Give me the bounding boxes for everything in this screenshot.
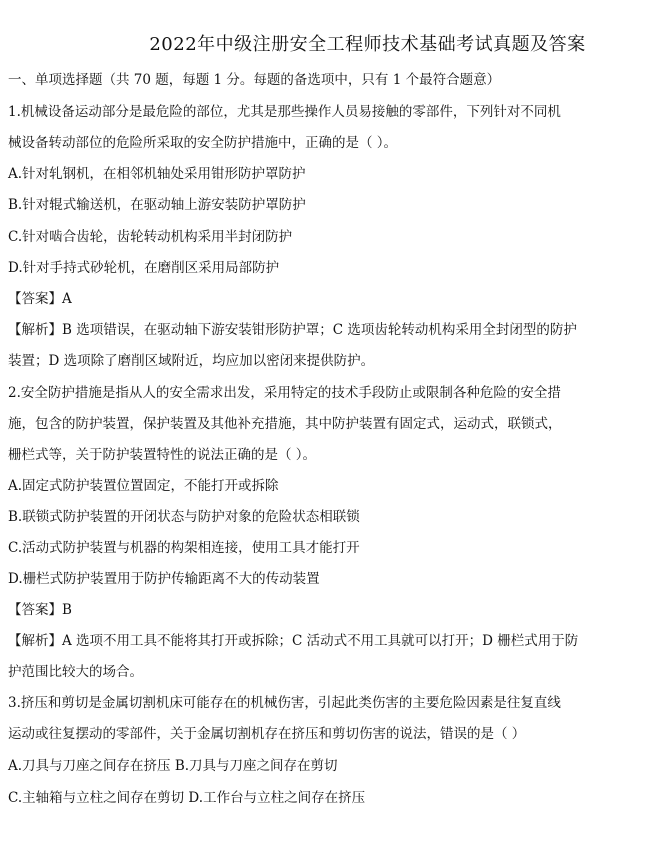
question-text: 1.机械设备运动部分是最危险的部位，尤其是那些操作人员易接触的零部件，下列针对不同机 — [8, 104, 561, 120]
option-text: D.栅栏式防护装置用于防护传输距离不大的传动装置 — [8, 571, 320, 587]
question-text: 栅栏式等，关于防护装置特性的说法正确的是（ ）。 — [8, 447, 317, 463]
question-text: 械设备转动部位的危险所采取的安全防护措施中，正确的是（ ）。 — [8, 135, 398, 151]
option-text: A.刀具与刀座之间存在挤压 B.刀具与刀座之间存在剪切 — [8, 758, 338, 774]
analysis-text: 装置；D 选项除了磨削区域附近，均应加以密闭来提供防护。 — [8, 353, 375, 369]
option-text: B.联锁式防护装置的开闭状态与防护对象的危险状态相联锁 — [8, 509, 360, 525]
analysis-text: 护范围比较大的场合。 — [8, 664, 143, 680]
option-text: A.固定式防护装置位置固定，不能打开或拆除 — [8, 478, 279, 494]
option-text: A.针对轧钢机，在相邻机轴处采用钳形防护罩防护 — [8, 166, 306, 182]
answer-label: 【答案】B — [8, 602, 72, 618]
option-text: B.针对辊式输送机，在驱动轴上游安装防护罩防护 — [8, 197, 306, 213]
section-heading: 一、单项选择题（共 70 题，每题 1 分。每题的备选项中，只有 1 个最符合题意） — [8, 72, 501, 88]
analysis-text: 【解析】B 选项错误，在驱动轴下游安装钳形防护罩；C 选项齿轮转动机构采用全封闭型的防护 — [8, 322, 577, 338]
option-text: C.主轴箱与立柱之间存在剪切 D.工作台与立柱之间存在挤压 — [8, 790, 366, 806]
question-text: 施，包含的防护装置，保护装置及其他补充措施，其中防护装置有固定式，运动式，联锁式， — [8, 416, 562, 432]
answer-label: 【答案】A — [8, 291, 72, 307]
option-text: D.针对手持式砂轮机，在磨削区采用局部防护 — [8, 260, 280, 276]
question-text: 3.挤压和剪切是金属切割机床可能存在的机械伤害，引起此类伤害的主要危险因素是往复直线 — [8, 695, 561, 711]
option-text: C.针对啮合齿轮，齿轮转动机构采用半封闭防护 — [8, 229, 293, 245]
page-title: 2022年中级注册安全工程师技术基础考试真题及答案 — [149, 34, 586, 55]
option-text: C.活动式防护装置与机器的构架相连接，使用工具才能打开 — [8, 540, 360, 556]
question-text: 运动或往复摆动的零部件，关于金属切割机存在挤压和剪切伤害的说法，错误的是（ ） — [8, 726, 526, 742]
analysis-text: 【解析】A 选项不用工具不能将其打开或拆除；C 活动式不用工具就可以打开；D 栅栏式用于防 — [8, 633, 579, 649]
question-text: 2.安全防护措施是指从人的安全需求出发，采用特定的技术手段防止或限制各种危险的安全措 — [8, 385, 561, 401]
